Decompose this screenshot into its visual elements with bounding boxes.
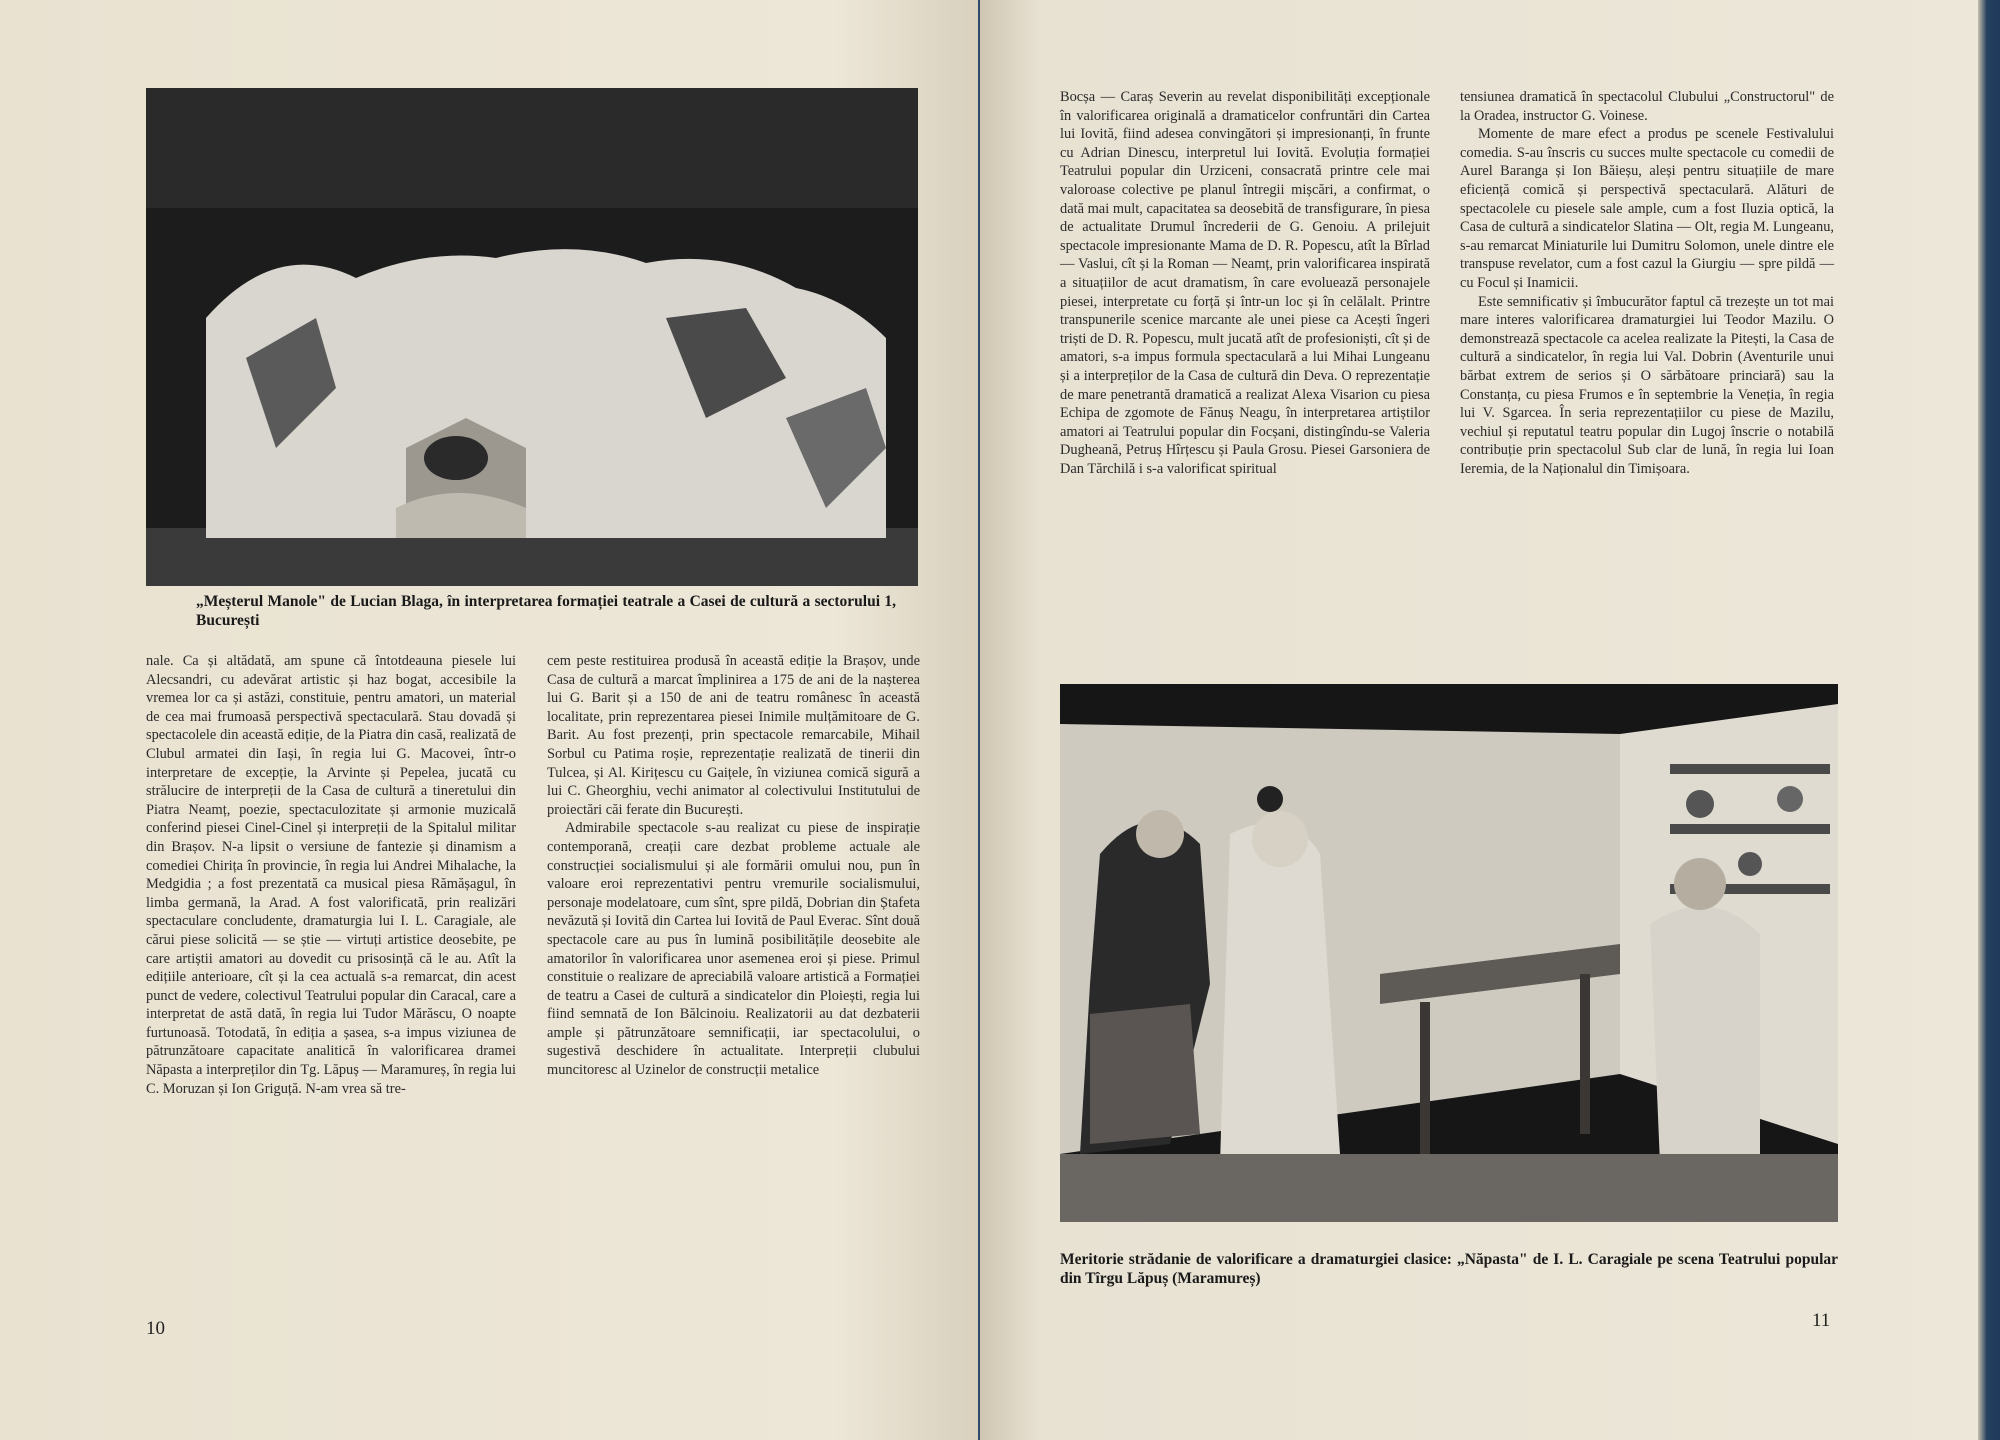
page-number-right: 11 [1812, 1310, 1831, 1331]
photo-mesterul-manole [146, 88, 918, 586]
left-col2-paragraph-1: cem peste restituirea produsă în această ediție la Brașov, unde Casa de cultură a marcat împlinirea a 175 de ani de la nașterea lui G. Barit și a 150 de ani de teatru românesc în această localitate, prin reprezentarea piesei Inimile mulțămitoare de G. Barit. Au fost prezenți, prin spectacole remarcabile, Mihail Sorbul cu Patima roșie, reprezentație realizată de tinerii din Tulcea, și Al. Kirițescu cu Gaițele, în viziunea comică sigură a lui C. Gheorghiu, vechi animator al colectivului Institutului de proiectări căi ferate din București. [547, 653, 920, 818]
caption-napasta: Meritorie strădanie de valorificare a dramaturgiei clasice: „Năpasta" de I. L. Caragiale pe scena Teatrului popular din Tîrgu Lăpuș (Maramureș) [1060, 1251, 1838, 1287]
left-col1-paragraph: nale. Ca și altădată, am spune că întotdeauna piesele lui Alecsandri, cu adevărat artistic și haz bogat, accesibile la vremea lor ca și astăzi, constituie, pentru amatori, un material de cea mai frumoasă perspectivă spectaculară. Stau dovadă și spectacolele din această ediție, de la Piatra din casă, realizată de Clubul armatei din Iași, în regia lui G. Macovei, într-o interpretare de excepție, la Arvinte și Pepelea, jucată cu strălucire de interpreții de la Casa de cultură a tineretului din Piatra Neamț, poezie, spectaculozitate și armonie muzicală conferind piesei Cinel-Cinel și interpreții de la Spitalul militar din Brașov. N-a lipsit o versiune de fantezie și dinamism a comediei Chirița în provincie, în regia lui Andrei Mihalache, la Medgidia ; a fost prezentată ca musical piesa Rămășagul, în limba germană, la Arad. A fost valorificată, prin realizări spectaculare concludente, dramaturgia lui I. L. Caragiale, ale cărui piese solicită — se știe — virtuți artistice deosebite, pe care artiștii amatori au dovedit cu prisosință că le au. Atît la edițiile anterioare, cît și la cea actuală s-a remarcat, din acest punct de vedere, colectivul Teatrului popular din Caracal, care a interpretat de astă dată, în regia lui Tudor Mărăscu, O noapte furtunoasă. Totodată, în ediția a șasea, s-a impus viziunea de pătrunzătoare capacitate analitică în valorificarea dramei Năpasta a interpreților din Tg. Lăpuș — Maramureș, în regia lui C. Moruzan și Ion Griguță. N-am vrea să tre- [146, 653, 516, 1097]
photo-napasta [1060, 684, 1838, 1222]
photo-napasta-image [1060, 684, 1838, 1222]
right-column-2 [1460, 88, 1834, 478]
right-col2-paragraph-2: Momente de mare efect a produs pe scenele Festivalului comedia. S-au înscris cu succes multe spectacole cu comedii de Aurel Baranga și Ion Băieșu, aleși pentru situațiile de mare eficiență comică și perspectivă spectaculară. Alături de spectacolele cu piesele sale ample, cum a fost Iluzia optică, la Casa de cultură a sindicatelor Slatina — Olt, regia M. Lungeanu, s-au remarcat Miniaturile lui Dumitru Solomon, unele dintre ele transpuse revelator, cum a fost cazul la Giurgiu — spre pildă — cu Focul și Inamicii. [1460, 126, 1834, 291]
right-col2-paragraph-3: Este semnificativ și îmbucurător faptul că trezește un tot mai mare interes valorificarea dramaturgiei lui Teodor Mazilu. O demonstrează spectacole ca acelea realizate la Pitești, la Casa de cultură a sindicatelor, în regia lui Val. Dobrin (Aventurile unui bărbat extrem de serios și O sărbătoare princiară) sau la Constanța, cu piesa Frumos e în septembrie la Veneția, în regia lui V. Sgarcea. În seria reprezentațiilor cu piese de Mazilu, vechiul și reputatul teatru popular din Lugoj înscrie o notabilă contribuție prin spectacolul Sub clar de lună, în regia lui Ioan Ieremia, de la Naționalul din Timișoara. [1460, 293, 1834, 477]
photo-mesterul-manole-image [146, 88, 918, 586]
page-number-left: 10 [146, 1318, 165, 1339]
right-col1-paragraph: Bocșa — Caraș Severin au revelat disponibilități excepționale în valorificarea originală a dramaticelor confruntări din Cartea lui Iovită, fiind adesea convingători și impresionanți, în frunte cu Adrian Dinescu, interpretul lui Iovită. Evoluția formației Teatrului popular din Urziceni, consacrată printre cele mai valoroase colective pe planul întregii mișcări, a confirmat, o dată mai mult, capacitatea sa deosebită de transfigurare, în piesa de actualitate Drumul încrederii de G. Genoiu. A prilejuit spectacole impresionante Mama de D. R. Popescu, atît la Bîrlad — Vaslui, cît și la Roman — Neamț, prin valorificarea inspirată a situațiilor de acut dramatism, în care evoluează personajele piesei, interpretate cu forță și într-un loc și în celălalt. Printre transpunerile scenice marcante ale unei piese ca Acești îngeri triști de D. R. Popescu, mult jucată atît de profesioniști, cît și de amatori, s-a impus formula spectaculară a lui Mihai Lungeanu și a interpreților de la Casa de cultură din Deva. O reprezentație de mare penetrantă dramatică a realizat Alexa Visarion cu piesa Echipa de zgomote de Fănuș Neagu, în interpretarea artiștilor amatori ai Teatrului popular din Focșani, distingîndu-se Valeria Dugheană, Petruș Hîrțescu și Paula Grosu. Piesei Garsoniera de Dan Tărchilă i s-a valorificat spiritual [1060, 89, 1430, 477]
right-page [980, 0, 1980, 1440]
left-col2-paragraph-2: Admirabile spectacole s-au realizat cu piese de inspirație contemporană, creații care dezbat probleme actuale ale construcției socialismului și ale formării omului nou, pun în valoare eroi reprezentativi pentru vremurile socialismului, personaje modelatoare, cum sînt, spre pildă, Dobrian din Ștafeta nevăzută și Iovită din Cartea lui Iovită de Paul Everac. Sînt două spectacole care au pus în lumină posibilitățile deosebite ale amatorilor în valorificarea unor asemenea eroi și piese. Primul constituie o realizare de apreciabilă valoare artistică a Formației de teatru a Casei de cultură a sindicatelor din Ploiești, regia lui fiind semnată de Ion Bălcinoiu. Realizatorii au dat dezbaterii ample și pătrunzătoare semnificații, iar spectacolului, o sugestivă deschidere în actualitate. Interpreții clubului muncitoresc al Uzinelor de construcții metalice [547, 820, 920, 1079]
left-column-2 [547, 652, 920, 1080]
caption-mesterul-manole: „Meșterul Manole" de Lucian Blaga, în interpretarea formației teatrale a Casei de cultură a sectorului 1, București [196, 593, 896, 629]
left-column-1 [146, 652, 516, 1098]
right-column-1 [1060, 88, 1430, 478]
left-page [0, 0, 982, 1440]
book-cover-edge [1978, 0, 2000, 1440]
right-col2-paragraph-1: tensiunea dramatică în spectacolul Clubului „Constructorul" de la Oradea, instructor G. Voinese. [1460, 89, 1834, 124]
